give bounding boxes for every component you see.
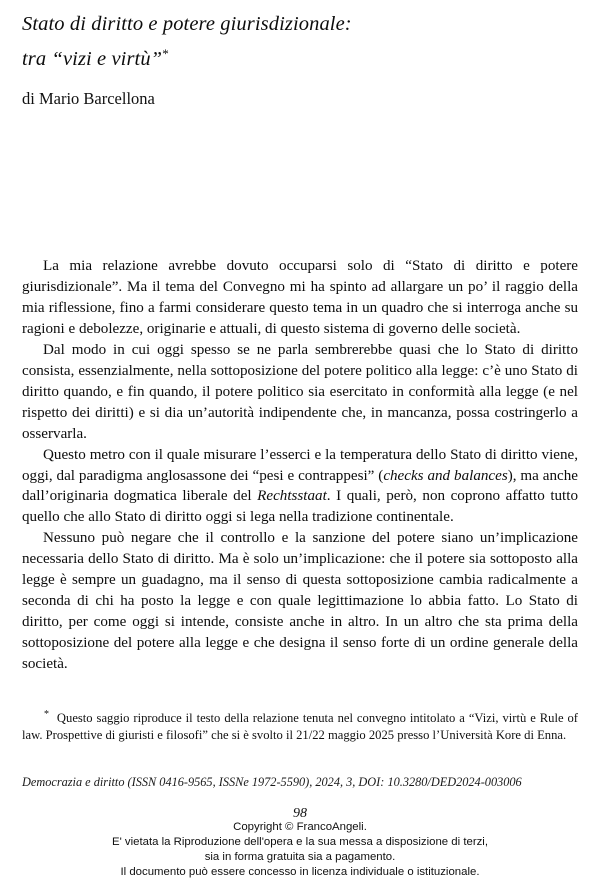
footnote (22, 706, 578, 745)
paragraph-3-segment-2: ), ma anche dall’originaria dogmatica liberale del (22, 467, 578, 505)
footnote-paragraph (22, 706, 578, 745)
paragraph-3-segment-1: Questo metro con il quale misurare l’esserci e la temperatura dello Stato di diritto viene, oggi, dal paradigma anglosassone dei “pesi e contrappesi” ( (22, 446, 578, 484)
body-paragraph-1: La mia relazione avrebbe dovuto occuparsi solo di “Stato di diritto e potere giurisdizionale”. Ma il tema del Convegno mi ha spinto ad allargare un po’ il raggio della mia riflessione, fino a farmi considerare questo tema in un quadro che si interroga anche su ragioni e debolezze, originarie e attuali, di questo sistema di governo delle società. (22, 258, 578, 337)
footnote-marker: * (44, 709, 49, 720)
journal-citation: Democrazia e diritto (ISSN 0416-9565, ISSNe 1972-5590), 2024, 3, DOI: 10.3280/DED2024-003006 (22, 775, 522, 789)
paragraph-3-segment-3: . I quali, però, non coprono affatto tutto quello che allo Stato di diritto oggi si lega nella tradizione continentale. (22, 488, 578, 526)
copyright-line-1: Copyright © FrancoAngeli. (233, 821, 367, 833)
term-checks-and-balances: checks and balances (383, 467, 508, 484)
author-byline: di Mario Barcellona (22, 89, 155, 108)
body-paragraph-3 (22, 445, 578, 529)
copyright-line-2: E' vietata la Riproduzione dell'opera e la sua messa a disposizione di terzi, (111, 836, 489, 849)
title-line-1: Stato di diritto e potere giurisdizionale: (22, 13, 352, 35)
body-text (22, 256, 578, 675)
copyright-footer (0, 820, 600, 880)
body-paragraph-2: Dal modo in cui oggi spesso se ne parla sembrerebbe quasi che lo Stato di diritto consista, essenzialmente, nella sottoposizione del potere politico alla legge: c’è uno Stato di diritto quando, e fin quando, il potere politico sia esercitato in conformità alla legge (e nel rispetto dei diritti) e si dia un’autorità indipendente che, in mancanza, possa costringerlo a osservarla. (22, 341, 578, 442)
title-block (22, 10, 578, 74)
title-line-2: tra “vizi e virtù” (22, 48, 163, 70)
copyright-line-4: Il documento può essere concesso in licenza individuale o istituzionale. (120, 866, 480, 879)
body-paragraph-4: Nessuno può negare che il controllo e la sanzione del potere siano un’implicazione necessaria dello Stato di diritto. Ma è solo un’implicazione: che il potere sia sottoposto alla legge è sempre un guadagno, ma il senso di questa sottoposizione cambia radicalmente a seconda di chi ha posto la legge e con quale legittimazione lo abbia fatto. Lo Stato di diritto, per come oggi si intende, consiste anche in altro. In un altro che sta prima della sottoposizione del potere alla legge e che designa il senso forte di un ordine generale della società. (22, 530, 578, 673)
footnote-text: Questo saggio riproduce il testo della relazione tenuta nel convegno intitolato a “Vizi, virtù e Rule of law. Prospettive di giuristi e filosofi” che si è svolto il 21/22 maggio 2025 presso l’Università Kore di Enna. (22, 711, 578, 743)
term-rechtsstaat: Rechtsstaat (257, 488, 327, 505)
copyright-line-3: sia in forma gratuita sia a pagamento. (204, 851, 396, 864)
page-title (22, 10, 578, 74)
page-number: 98 (293, 806, 307, 821)
title-footnote-marker: * (162, 46, 169, 61)
